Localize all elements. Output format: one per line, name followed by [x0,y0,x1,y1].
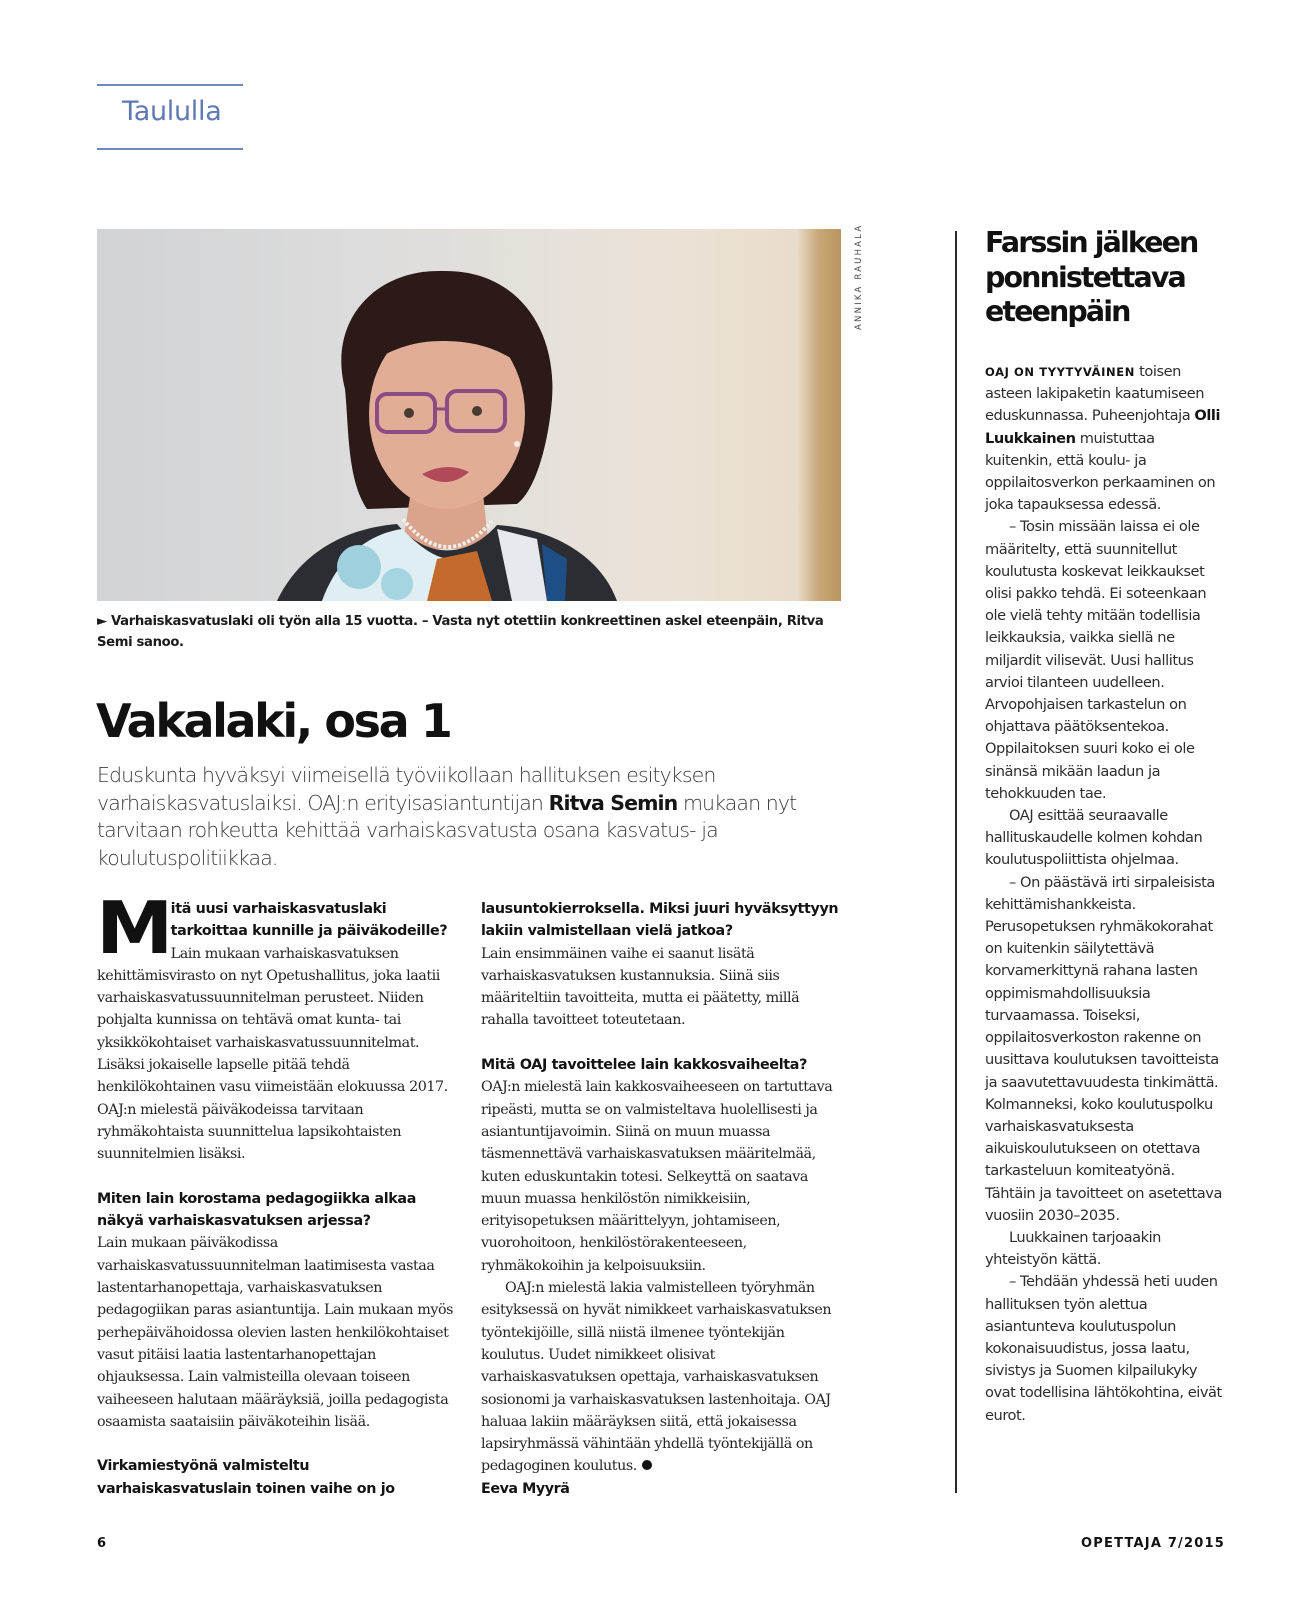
photo-caption [97,611,837,653]
article-photo [97,229,841,601]
author-byline: Eeva Myyrä [481,1480,570,1497]
page-number: 6 [97,1536,107,1551]
sidebar-paragraph-5: Luukkainen tarjoaakin yhteistyön kättä. [985,1228,1161,1269]
answer-2: Lain mukaan päiväkodissa varhaiskasvatussuunnitelman laatimisesta vastaa lastentarhanopettaja, varhaiskasvatuksen pedagogiikan paras asiantuntija. Lain mukaan myös perhepäivähoidossa olevien lasten henkilökohtaiset vasut pitäisi laatia lastentarhanopettajan ohjauksessa. Lain valmisteilla olevaan toiseen vaiheeseen halutaan määräyksiä, joilla pedagogista osaamista saataisiin päiväkoteihin lisää. [97,1235,453,1430]
sidebar-p1-text-2: muistuttaa kuitenkin, että koulu- ja oppilaitosverkon perkaaminen on joka tapauksessa edessä. [985,429,1216,514]
answer-1: Lain mukaan varhaiskasvatuksen kehittämisvirasto on nyt Opetushallitus, joka laatii varhaiskasvatussuunnitelman perusteet. Niiden pohjalta kunnissa on tehtävä omat kunta- tai yksikkökohtaiset varhaiskasvatussuunnitelmat. Lisäksi jokaiselle lapselle pitää tehdä henkilökohtainen vasu viimeistään elokuussa 2017. OAJ:n mielestä päiväkodeissa tarvitaan ryhmäkohtaista suunnittelua lapsikohtaisten suunnitelmien lisäksi. [97,945,448,1163]
sidebar-paragraph-6: – Tehdään yhdessä heti uuden hallituksen työn alettua asiantunteva koulutuspolun kokonaisuudistus, jossa laatu, sivistys ja Suomen kilpailukyky ovat todellisina lähtökohtina, eivät eurot. [985,1273,1222,1424]
answer-4-paragraph-2 [481,1277,841,1478]
caption-arrow-icon: ► [97,614,107,629]
answer-4-paragraph-1: OAJ:n mielestä lain kakkosvaiheeseen on tartuttava ripeästi, mutta se on valmisteltava huolellisesti ja asiantuntijavoimin. Siinä on muun muassa täsmennettävä varhaiskasvatuksen määritelmää, kuten eduskuntakin totesi. Selkeyttä on saatava muun muassa henkilöstön nimikkeisiin, erityisopetuksen määrittelyyn, johtamiseen, vuorohoitoon, henkilöstörakenteeseen, ryhmäkokoihin ja kelpoisuuksiin. [481,1079,833,1274]
caption-text: Varhaiskasvatuslaki oli työn alla 15 vuotta. – Vasta nyt otettiin konkreettinen askel eteenpäin, Ritva Semi sanoo. [97,614,824,650]
sidebar-paragraph-3: OAJ esittää seuraavalle hallituskaudelle kolmen kohdan koulutuspoliittista ohjelmaa. [985,807,1203,869]
section-rule-bottom [97,148,243,150]
sidebar-paragraph-4: – On päästävä irti sirpaleisista kehittämishankkeista. Perusopetuksen ryhmäkokorahat on kuitenkin säilytettävä korvamerkittynä rahana lasten oppimismahdollisuuksia turvaamassa. Toiseksi, oppilaitosverkoston rakenne on uusittava koulutuksen tavoitteista ja saavutettavuudesta tinkimättä. Kolmanneksi, koko koulutuspolku varhaiskasvatuksesta aikuiskoulutukseen on otettava tarkasteluun komiteatyönä. Tähtäin ja tavoitteet on asetettava vuosiin 2030–2035. [985,873,1222,1224]
article-column-1 [96,886,460,1500]
drop-cap: M [96,886,171,970]
section-rule-top [97,84,243,86]
article-title: Vakalaki, osa 1 [96,694,451,748]
answer-3: Lain ensimmäinen vaihe ei saanut lisätä varhaiskasvatuksen kustannuksia. Siinä siis määriteltiin tavoitteita, mutta ei päätetty, millä rahalla tavoitteet toteutetaan. [481,945,800,1029]
magazine-issue: OPETTAJA 7/2015 [1081,1536,1225,1551]
lead-text-after: mukaan nyt tarvitaan rohkeutta kehittää varhaiskasvatusta osana kasvatus- ja koulutuspolitiikkaa. [97,790,797,870]
photo-credit-text: ANNIKA RAUHALA [854,223,864,330]
sidebar-paragraph-2: – Tosin missään laissa ei ole määritelty, että suunnitellut koulutusta koskevat leikkaukset olisi pakko tehdä. Ei soteenkaan ole vielä tehty mitään todellisia leikkauksia, vaikka siellä ne miljardit vilisevät. Uusi hallitus arvioi tilanteen uudelleen. Arvopohjaisen tarkastelun on ohjattava päätöksentekoa. Oppilaitoksen suuri koko ei ole sinänsä mikään laadun ja tehokkuuden tae. [985,518,1207,802]
sidebar-body [985,361,1225,1427]
article-lead [97,762,827,872]
lead-text-before: Eduskunta hyväksyi viimeisellä työviikollaan hallituksen esityksen varhaiskasvatuslaiksi. OAJ:n erityisasiantuntijan [97,763,716,815]
qa-block-1 [96,886,460,1166]
lead-person-name: Ritva Semin [548,790,678,815]
sidebar-paragraph-1 [985,361,1225,516]
question-4: Mitä OAJ tavoittelee lain kakkosvaiheelta? [481,1057,808,1074]
question-3-end: lausuntokierroksella. Miksi juuri hyväksyttyyn lakiin valmistellaan vielä jatkoa? [481,901,839,940]
question-2: Miten lain korostama pedagogiikka alkaa näkyä varhaiskasvatuksen arjessa? [97,1190,416,1230]
sidebar-person-name: Olli Luukkainen [985,407,1221,447]
photo-credit [852,223,866,330]
question-1: itä uusi varhaiskasvatuslaki tarkoittaa kunnille ja päiväkodeille? [170,901,448,940]
sidebar-p1-text-1: toisen asteen lakipaketin kaatumiseen eduskunnassa. Puheenjohtaja [985,363,1205,425]
section-label: Taululla [122,96,222,127]
end-mark-icon [642,1460,652,1470]
answer-4-paragraph-2-text: OAJ:n mielestä lakia valmistelleen työryhmän esityksessä on hyvät nimikkeet varhaiskasvatuksen työntekijöille, sillä niistä ilmenee työntekijän koulutus. Uudet nimikkeet olisivat varhaiskasvatuksen opettaja, varhaiskasvatuksen sosionomi ja varhaiskasvatuksen lastenhoitaja. OAJ haluaa lakiin määräyksen siitä, että jokaisessa lapsiryhmässä vähintään yhdellä työntekijällä on pedagoginen koulutus. [481,1280,832,1475]
sidebar-divider [955,231,957,1493]
question-3-start: Virkamiestyönä valmisteltu varhaiskasvatuslain toinen vaihe on jo [97,1458,395,1497]
sidebar-title: Farssin jälkeen ponnistettava eteenpäin [985,226,1198,328]
sidebar-lead-caps: OAJ ON TYYTYVÄINEN [985,365,1135,379]
article-column-2 [481,898,841,1500]
portrait-illustration [97,229,841,601]
